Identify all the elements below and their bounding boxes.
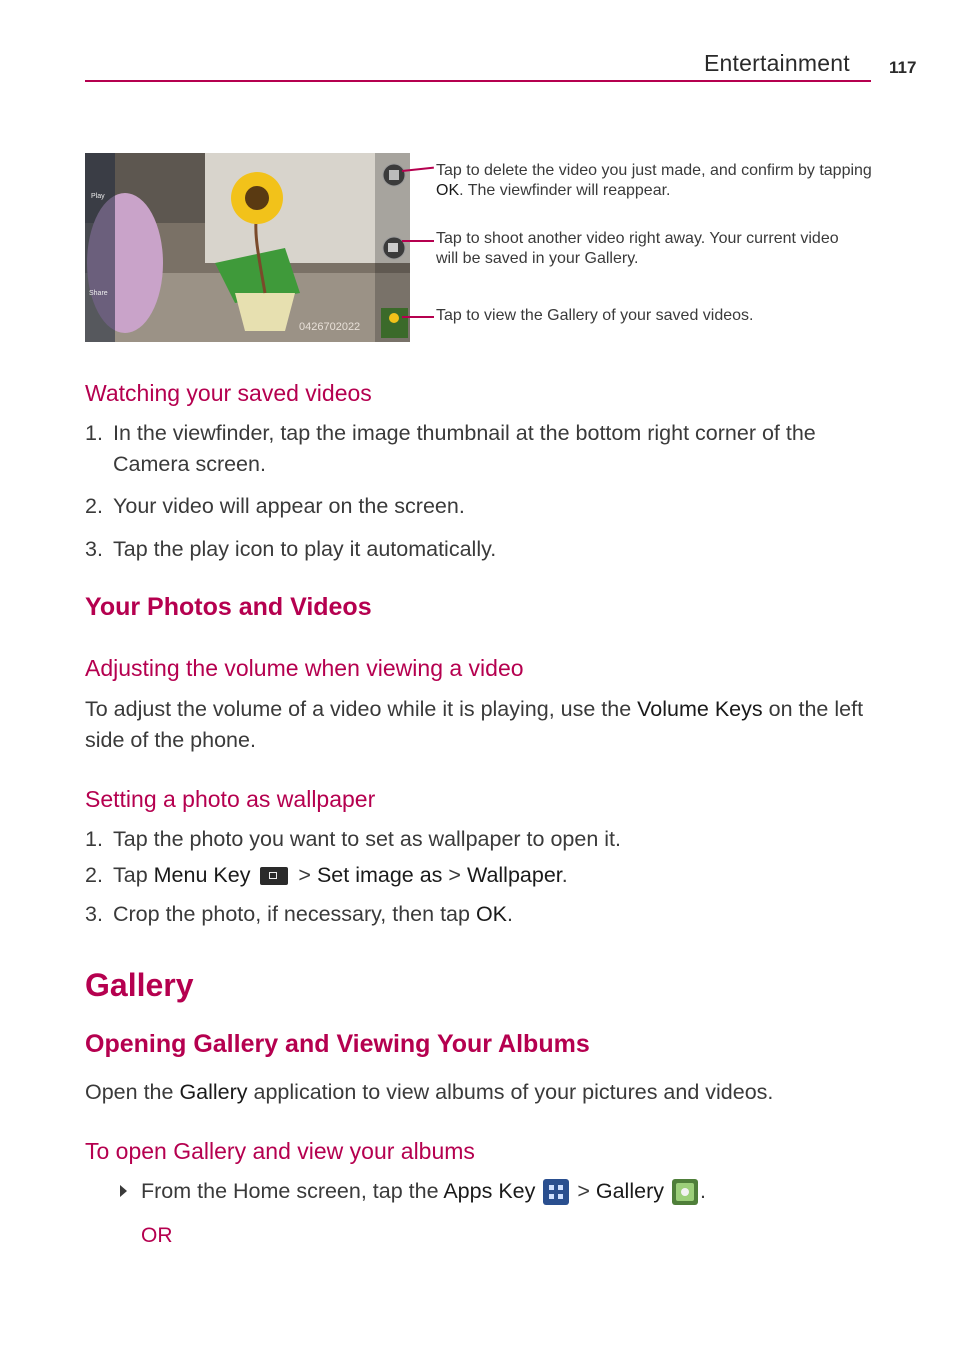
volume-paragraph: To adjust the volume of a video while it is playing, use the Volume Keys on the left side of the phone. <box>85 697 864 752</box>
video-review-screenshot <box>85 153 410 342</box>
wallpaper-step-1: 1. Tap the photo you want to set as wallpaper to open it. <box>85 827 621 851</box>
header-rule <box>85 80 871 82</box>
running-header-section: Entertainment <box>704 50 850 76</box>
watching-step-1: 1. In the viewfinder, tap the image thumbnail at the bottom right corner of the Camera screen. <box>85 421 816 476</box>
wallpaper-heading: Setting a photo as wallpaper <box>85 786 376 812</box>
bullet-arrow-icon <box>120 1185 127 1197</box>
menu-key-icon <box>260 867 288 885</box>
callout-leader-gallery <box>402 316 434 318</box>
callout-leader-shoot <box>402 240 434 242</box>
volume-heading: Adjusting the volume when viewing a video <box>85 655 524 681</box>
callout-delete: Tap to delete the video you just made, and confirm by tapping OK. The viewfinder will reappear. <box>436 162 872 199</box>
watching-heading: Watching your saved videos <box>85 380 372 406</box>
gallery-open-step: From the Home screen, tap the Apps Key > Gallery . <box>141 1176 881 1207</box>
gallery-title: Gallery <box>85 967 194 1003</box>
share-label: Share <box>89 290 108 297</box>
watching-step-2: 2. Your video will appear on the screen. <box>85 494 465 518</box>
callout-view-gallery: Tap to view the Gallery of your saved videos. <box>436 307 754 324</box>
timestamp-label: 0426702022 <box>299 321 361 333</box>
play-label: Play <box>91 193 105 200</box>
page-number: 117 <box>889 58 917 77</box>
video-review-illustration <box>85 153 410 342</box>
or-label: OR <box>141 1224 173 1247</box>
opening-gallery-heading: Opening Gallery and Viewing Your Albums <box>85 1030 590 1058</box>
wallpaper-step-3: 3. Crop the photo, if necessary, then tap OK. <box>85 902 513 926</box>
apps-key-icon <box>543 1179 569 1205</box>
wallpaper-step-2: 2. Tap Menu Key > Set image as > Wallpaper. <box>85 863 568 887</box>
watching-step-3: 3. Tap the play icon to play it automatically. <box>85 537 497 561</box>
open-gallery-heading: To open Gallery and view your albums <box>85 1138 475 1164</box>
gallery-app-icon <box>672 1179 698 1205</box>
callout-shoot-again: Tap to shoot another video right away. Your current video will be saved in your Gallery. <box>436 230 839 267</box>
gallery-intro: Open the Gallery application to view albums of your pictures and videos. <box>85 1080 774 1104</box>
photos-videos-heading: Your Photos and Videos <box>85 593 372 621</box>
